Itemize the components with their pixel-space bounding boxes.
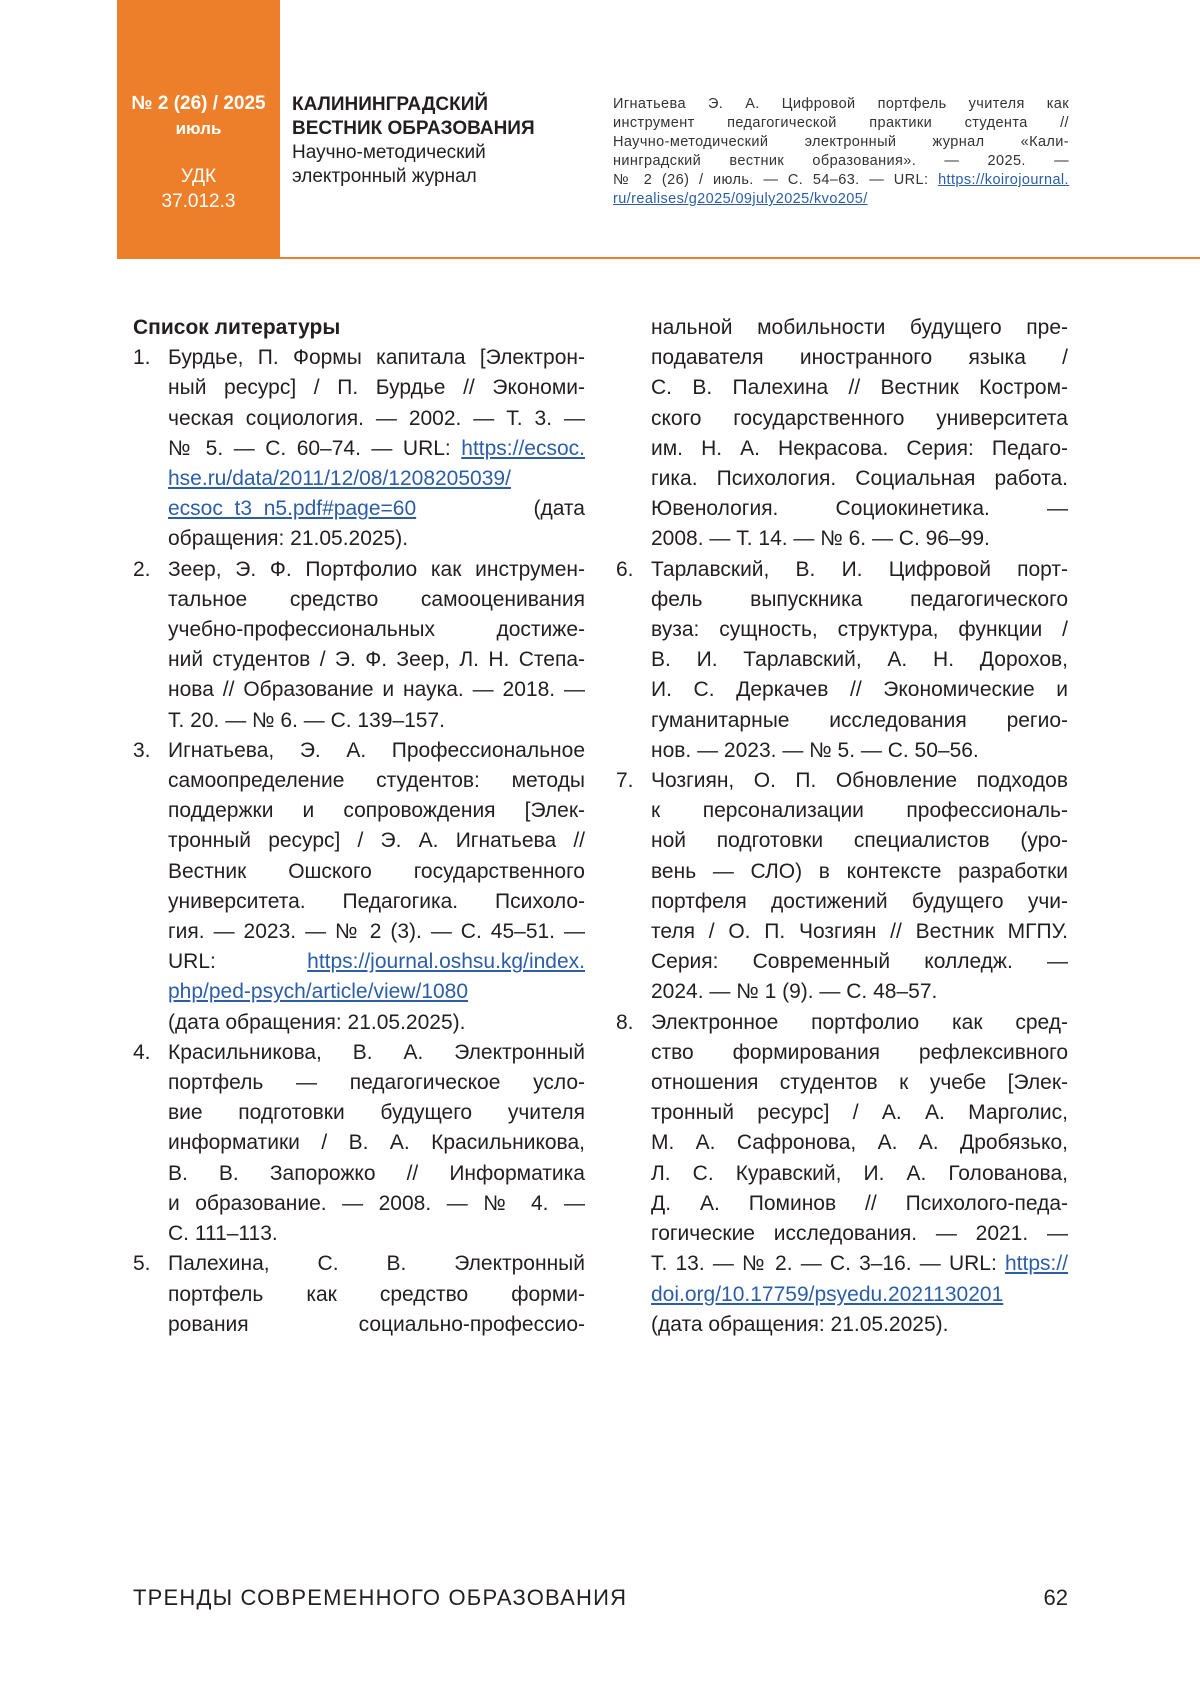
text-line: гогические исследования. — 2021. — bbox=[651, 1222, 1068, 1246]
url-link[interactable]: ecsoc_t3_n5.pdf#page=60 bbox=[168, 497, 417, 521]
reference-item bbox=[616, 555, 1068, 766]
text-line: и образование. — 2008. — № 4. — bbox=[168, 1191, 585, 1215]
url-link[interactable]: https:// bbox=[1004, 1252, 1068, 1276]
text-segment: (дата bbox=[416, 497, 585, 521]
journal-title-line: КАЛИНИНГРАДСКИЙ bbox=[292, 94, 489, 115]
text-line: Зеер, Э. Ф. Портфолио как инструмен- bbox=[168, 557, 585, 581]
text-line: Научно-методический электронный журнал «Кали- bbox=[613, 134, 1069, 150]
text-line: нова // Образование и наука. — 2018. — bbox=[168, 678, 585, 702]
text-line: В. В. Запорожко // Информатика bbox=[168, 1161, 585, 1185]
reference-number: 8. bbox=[616, 1010, 634, 1034]
reference-item bbox=[616, 313, 1068, 555]
text-line: ний студентов / Э. Ф. Зеер, Л. Н. Степа- bbox=[168, 648, 585, 672]
reference-number: 6. bbox=[616, 557, 634, 581]
text-line bbox=[168, 494, 585, 524]
text-line bbox=[168, 464, 585, 494]
url-link[interactable]: https://ecsoc. bbox=[461, 436, 585, 460]
text-line: М. А. Сафронова, А. А. Дробязько, bbox=[651, 1131, 1068, 1155]
reference-number: 2. bbox=[133, 557, 151, 581]
text-line: Игнатьева, Э. А. Профессиональное bbox=[168, 738, 585, 762]
text-line: Игнатьева Э. А. Цифровой портфель учителя как bbox=[613, 96, 1069, 112]
page-number: 62 bbox=[1043, 1585, 1068, 1610]
text-line bbox=[613, 190, 1069, 209]
text-line: ной подготовки специалистов (уро- bbox=[651, 829, 1068, 853]
url-link[interactable]: php/ped-psych/article/view/1080 bbox=[168, 980, 469, 1004]
journal-subtitle-line: Научно-методический bbox=[292, 142, 486, 163]
text-line: Тарлавский, В. И. Цифровой порт- bbox=[651, 557, 1068, 581]
journal-title-line: ВЕСТНИК ОБРАЗОВАНИЯ bbox=[292, 118, 535, 139]
text-line: вень — СЛО) в контексте разработки bbox=[651, 859, 1068, 883]
url-link[interactable]: https://koirojournal. bbox=[938, 172, 1069, 188]
text-line: обращения: 21.05.2025). bbox=[168, 527, 409, 551]
text-line: С. В. Палехина // Вестник Костром- bbox=[651, 376, 1068, 400]
reference-number: 4. bbox=[133, 1040, 151, 1064]
text-line: Палехина, С. В. Электронный bbox=[168, 1252, 585, 1276]
footer-section-title: ТРЕНДЫ СОВРЕМЕННОГО ОБРАЗОВАНИЯ bbox=[133, 1585, 628, 1610]
text-line: Ювенология. Социокинетика. — bbox=[651, 497, 1068, 521]
text-segment: № 2 (26) / июль. — С. 54–63. — URL: bbox=[613, 172, 939, 188]
text-line bbox=[651, 1249, 1068, 1279]
text-segment: Т. 13. — № 2. — С. 3–16. — URL: bbox=[651, 1252, 1005, 1276]
text-line: Вестник Ошского государственного bbox=[168, 859, 585, 883]
text-line: ство формирования рефлексивного bbox=[651, 1040, 1068, 1064]
text-line: (дата обращения: 21.05.2025). bbox=[651, 1312, 949, 1336]
reference-item bbox=[133, 343, 585, 554]
text-line: И. С. Деркачев // Экономические и bbox=[651, 678, 1068, 702]
text-line: отношения студентов к учебе [Элек- bbox=[651, 1071, 1068, 1095]
text-line: университета. Педагогика. Психоло- bbox=[168, 889, 585, 913]
url-link[interactable]: doi.org/10.17759/psyedu.2021130201 bbox=[651, 1282, 1004, 1306]
text-line: рования социально-профессио- bbox=[168, 1312, 585, 1336]
text-line: Чозгиян, О. П. Обновление подходов bbox=[651, 769, 1068, 793]
text-line: ского государственного университета bbox=[651, 406, 1068, 430]
text-line: Д. А. Поминов // Психолого-педа- bbox=[651, 1191, 1068, 1215]
references-column-right bbox=[616, 313, 1068, 1340]
text-line: Красильникова, В. А. Электронный bbox=[168, 1040, 585, 1064]
text-line bbox=[613, 171, 1069, 190]
text-segment: URL: bbox=[168, 950, 308, 974]
text-line: тронный ресурс] / Э. А. Игнатьева // bbox=[168, 829, 585, 853]
text-line: портфель как средство форми- bbox=[168, 1282, 585, 1306]
text-line: 2024. — № 1 (9). — С. 48–57. bbox=[651, 980, 938, 1004]
text-line: гия. — 2023. — № 2 (3). — С. 45–51. — bbox=[168, 920, 585, 944]
text-line: 2008. — Т. 14. — № 6. — С. 96–99. bbox=[651, 527, 990, 551]
text-line: Электронное портфолио как сред- bbox=[651, 1010, 1068, 1034]
text-line: нинградский вестник образования». — 2025. — bbox=[613, 153, 1069, 169]
text-line bbox=[168, 947, 585, 977]
udk-number: 37.012.3 bbox=[161, 191, 236, 212]
header-divider bbox=[117, 257, 1200, 259]
text-line: поддержки и сопровождения [Элек- bbox=[168, 799, 585, 823]
text-line: ческая социология. — 2002. — Т. 3. — bbox=[168, 406, 585, 430]
text-line: портфеля достижений будущего учи- bbox=[651, 889, 1068, 913]
reference-item bbox=[133, 1038, 585, 1249]
text-line: им. Н. А. Некрасова. Серия: Педаго- bbox=[651, 436, 1068, 460]
text-line: Т. 20. — № 6. — С. 139–157. bbox=[168, 708, 445, 732]
url-link[interactable]: hse.ru/data/2011/12/08/1208205039/ bbox=[168, 467, 511, 491]
text-line: вие подготовки будущего учителя bbox=[168, 1101, 585, 1125]
reference-item bbox=[616, 1008, 1068, 1340]
text-segment: № 5. — С. 60–74. — URL: bbox=[168, 436, 462, 460]
url-link[interactable]: ru/realises/g2025/09july2025/kvo205/ bbox=[613, 191, 868, 207]
text-line: подавателя иностранного языка / bbox=[651, 346, 1068, 370]
text-line bbox=[168, 977, 585, 1007]
text-line: гуманитарные исследования регио- bbox=[651, 708, 1068, 732]
issue-number: № 2 (26) / 2025 bbox=[131, 93, 266, 114]
journal-title bbox=[292, 93, 535, 189]
text-line: вуза: сущность, структура, функции / bbox=[651, 618, 1068, 642]
text-line bbox=[168, 434, 585, 464]
text-line: фель выпускника педагогического bbox=[651, 587, 1068, 611]
text-line: инструмент педагогической практики студента // bbox=[613, 115, 1069, 131]
text-line: учебно-профессиональных достиже- bbox=[168, 618, 585, 642]
text-line: к персонализации профессиональ- bbox=[651, 799, 1068, 823]
text-line: Л. С. Куравский, И. А. Голованова, bbox=[651, 1161, 1068, 1185]
reference-item bbox=[133, 555, 585, 736]
references-column-left bbox=[133, 313, 585, 1340]
text-line bbox=[651, 1280, 1068, 1310]
text-line: (дата обращения: 21.05.2025). bbox=[168, 1010, 466, 1034]
reference-item bbox=[616, 766, 1068, 1008]
text-line: В. И. Тарлавский, А. Н. Дорохов, bbox=[651, 648, 1068, 672]
citation bbox=[613, 95, 1069, 209]
text-line: Бурдье, П. Формы капитала [Электрон- bbox=[168, 346, 585, 370]
text-line: самоопределение студентов: методы bbox=[168, 769, 585, 793]
issue-month: июль bbox=[175, 119, 222, 138]
journal-subtitle-line: электронный журнал bbox=[292, 166, 477, 187]
text-line: гика. Психология. Социальная работа. bbox=[651, 467, 1068, 491]
reference-number: 3. bbox=[133, 738, 151, 762]
text-line: тронный ресурс] / А. А. Марголис, bbox=[651, 1101, 1068, 1125]
reference-number: 7. bbox=[616, 769, 634, 793]
text-line: теля / О. П. Чозгиян // Вестник МГПУ. bbox=[651, 920, 1068, 944]
reference-item bbox=[133, 736, 585, 1038]
text-line: С. 111–113. bbox=[168, 1222, 278, 1246]
issue-block bbox=[117, 0, 280, 258]
text-line: тальное средство самооценивания bbox=[168, 587, 585, 611]
text-line: Серия: Современный колледж. — bbox=[651, 950, 1068, 974]
udk-label: УДК bbox=[180, 166, 217, 187]
reference-item bbox=[133, 1249, 585, 1340]
text-line: информатики / В. А. Красильникова, bbox=[168, 1131, 585, 1155]
reference-number: 5. bbox=[133, 1252, 151, 1276]
url-link[interactable]: https://journal.oshsu.kg/index. bbox=[307, 950, 585, 974]
reference-number: 1. bbox=[133, 346, 151, 370]
text-line: портфель — педагогическое усло- bbox=[168, 1071, 585, 1095]
text-line: нов. — 2023. — № 5. — С. 50–56. bbox=[651, 738, 979, 762]
text-line: нальной мобильности будущего пре- bbox=[651, 316, 1068, 339]
text-line: ный ресурс] / П. Бурдье // Экономи- bbox=[168, 376, 585, 400]
references-heading: Список литературы bbox=[133, 316, 341, 339]
